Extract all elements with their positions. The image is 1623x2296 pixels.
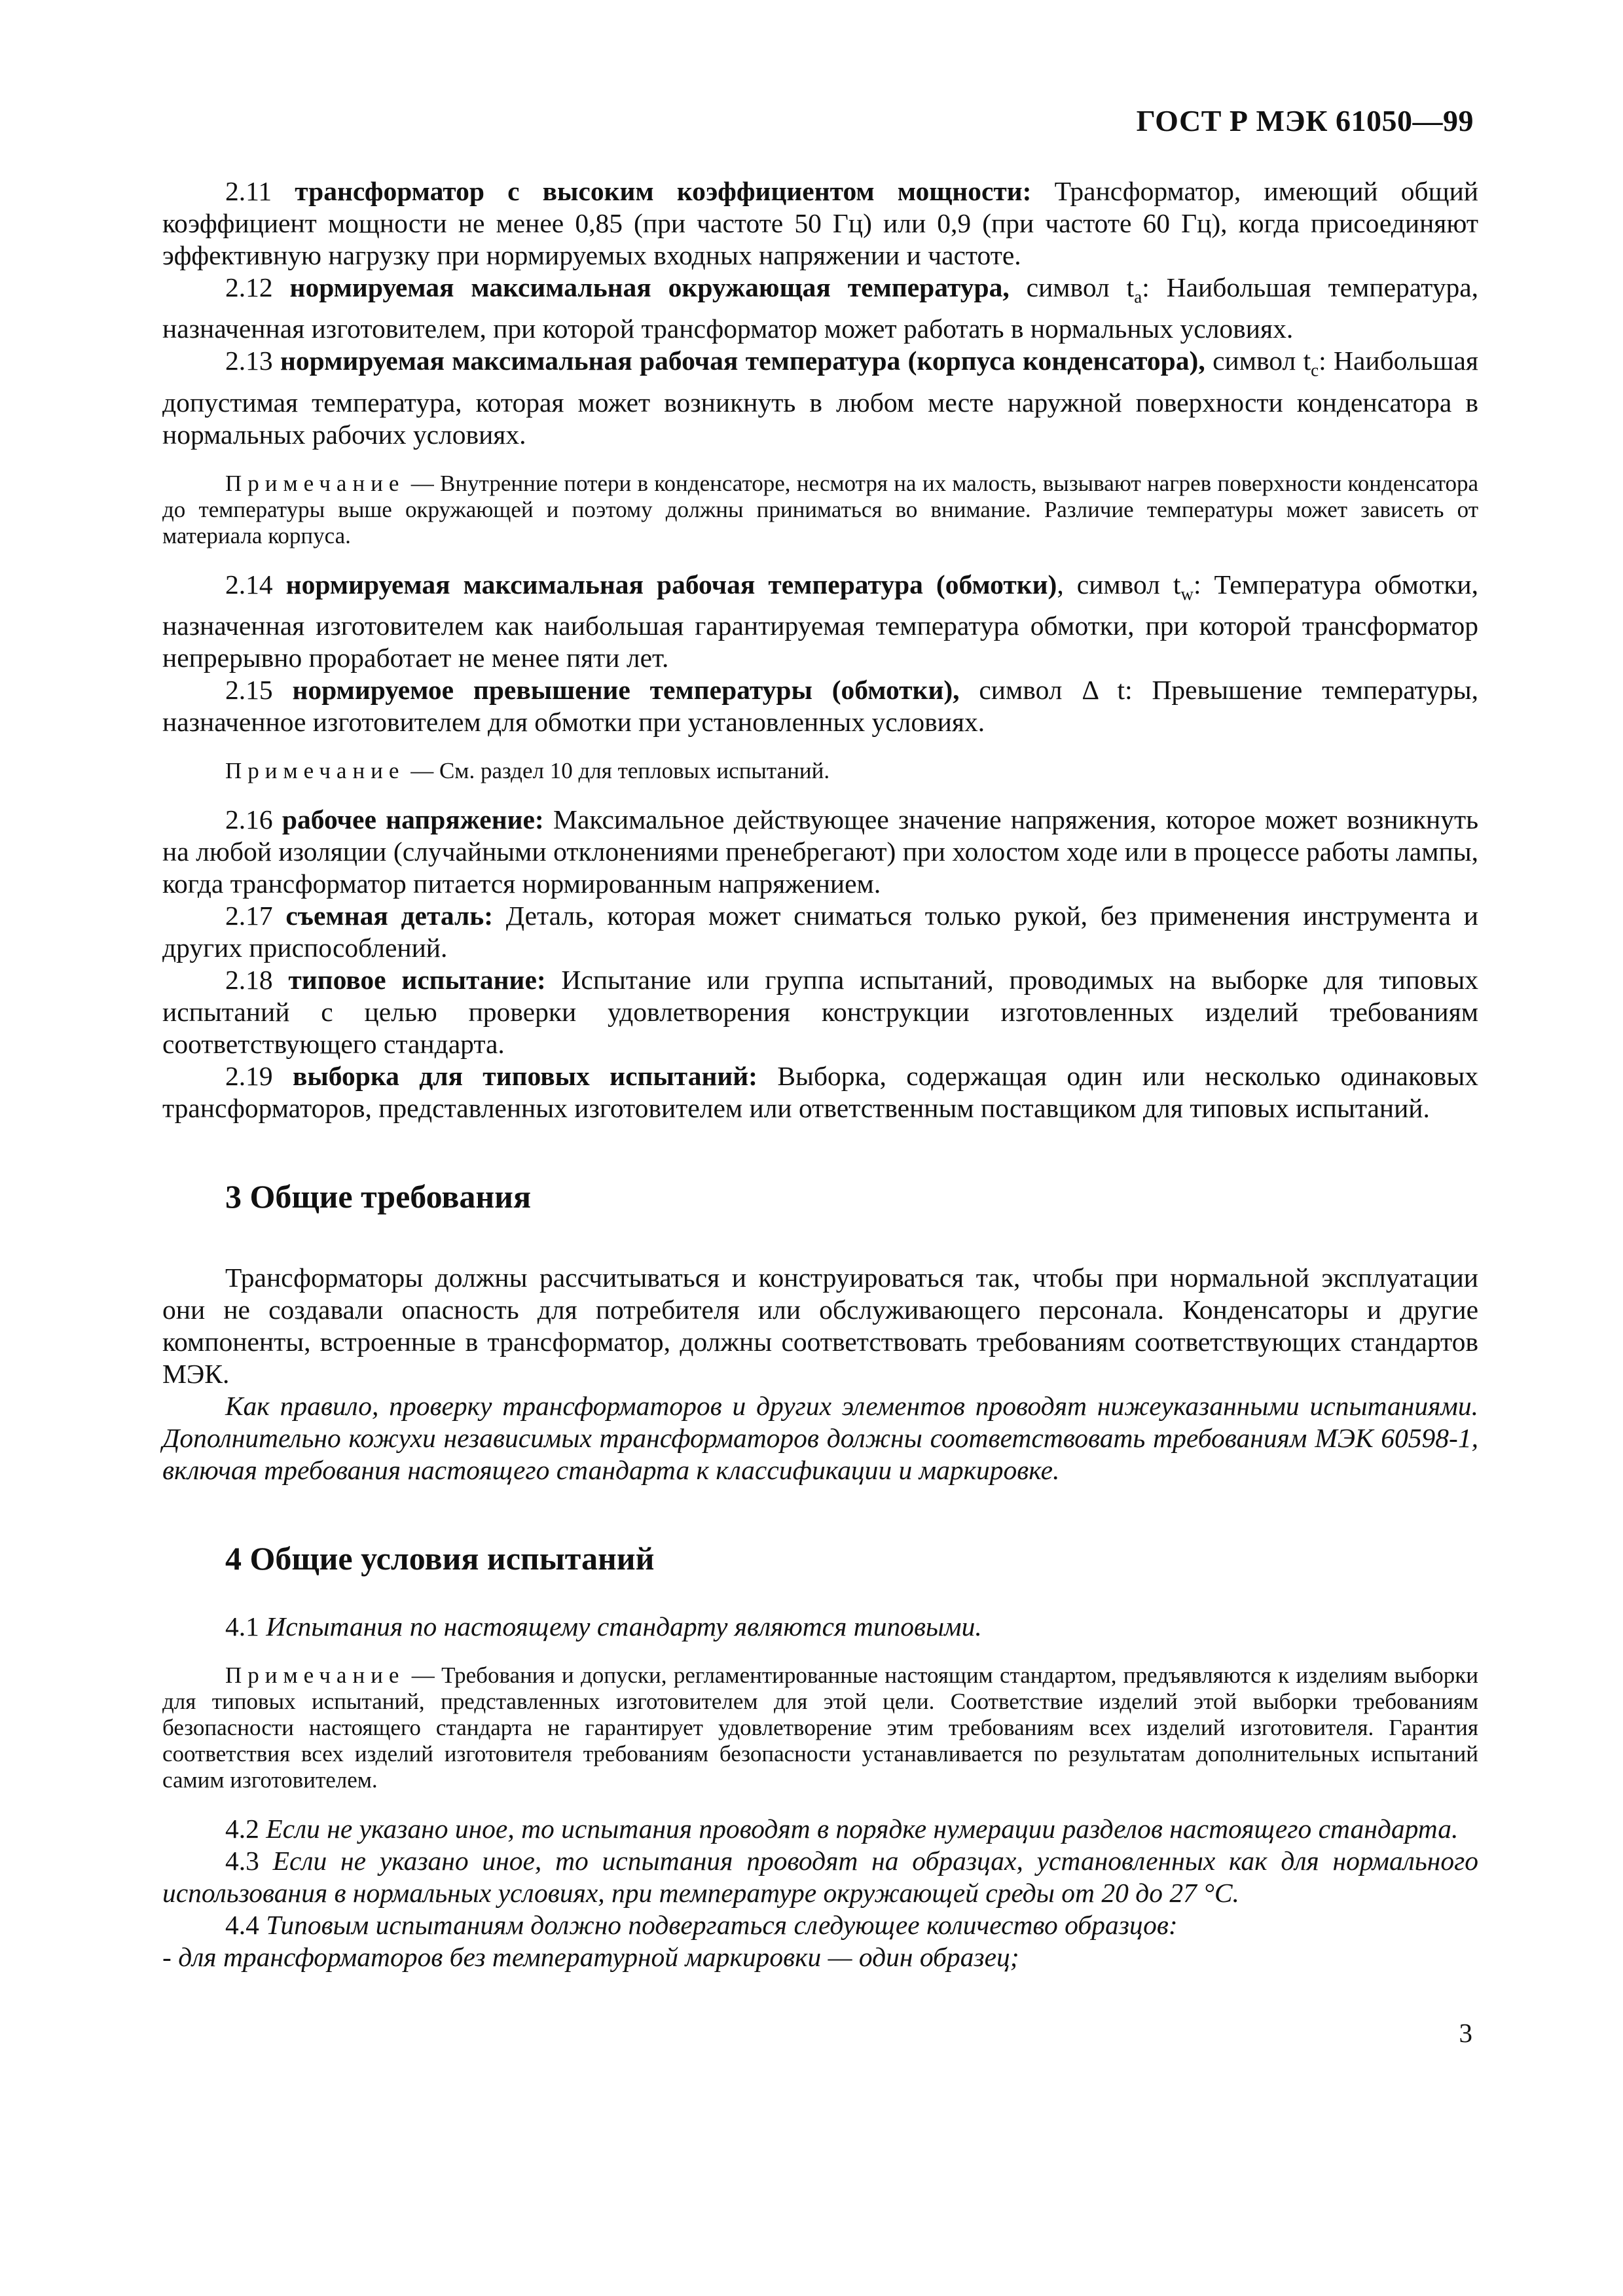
- page-number: 3: [1459, 2018, 1472, 2048]
- note-1: Примечание — Внутренние потери в конденсаторе, несмотря на их малость, вызывают нагрев поверхности конденсатора до температуры выше окружающей и поэтому должны приниматься во внимание. Различие температуры может зависеть от материала корпуса.: [162, 470, 1479, 548]
- section-4-heading: 4 Общие условия испытаний: [225, 1539, 655, 1577]
- clause-4-2: 4.2 Если не указано иное, то испытания проводят в порядке нумерации разделов настоящего стандарта.: [225, 1813, 1459, 1844]
- clause-4-1: 4.1 Испытания по настоящему стандарту являются типовыми.: [225, 1611, 982, 1641]
- document-code: ГОСТ Р МЭК 61050—99: [1136, 104, 1474, 137]
- item-2-11: 2.11 трансформатор с высоким коэффициентом мощности: Трансформатор, имеющий общий коэффициент мощности не менее 0,85 (при частоте 50 Гц) или 0,9 (при частоте 60 Гц), когда присоединяют эффективную нагрузку при нормируемых входных напряжении и частоте.: [162, 176, 1478, 270]
- item-2-16: 2.16 рабочее напряжение: Максимальное действующее значение напряжения, которое может возникнуть на любой изоляции (случайными отклонениями пренебрегают) при холостом ходе или в процессе работы лампы, когда трансформатор питается нормированным напряжением.: [162, 804, 1479, 899]
- clause-4-4-item: - для трансформаторов без температурной маркировки — один образец;: [162, 1941, 1019, 1972]
- item-2-14: 2.14 нормируемая максимальная рабочая температура (обмотки), символ $t_w$: Температура обмотки, назначенная изготовителем как наибольшая гарантируемая температура обмотки, при которой трансформатор непрерывно проработает не менее пяти лет.: [162, 569, 1479, 673]
- item-2-17: 2.17 съемная деталь: Деталь, которая может сниматься только рукой, без применения инструмента и других приспособлений.: [162, 900, 1478, 963]
- item-2-15: 2.15 нормируемое превышение температуры (обмотки), символ Δ t: Превышение температуры, назначенное изготовителем для обмотки при установленных условиях.: [162, 674, 1479, 737]
- clause-4-4: 4.4 Типовым испытаниям должно подвергаться следующее количество образцов:: [225, 1909, 1178, 1940]
- item-2-19: 2.19 выборка для типовых испытаний: Выборка, содержащая один или несколько одинаковых трансформаторов, представленных изготовителем или ответственным поставщиком для типовых испытаний.: [162, 1060, 1479, 1123]
- clause-4-3: 4.3 Если не указано иное, то испытания проводят на образцах, установленных как для нормального использования в нормальных условиях, при температуре окружающей среды от 20 до 27 °С.: [162, 1845, 1479, 1908]
- note-3: Примечание — Требования и допуски, регламентированные настоящим стандартом, предъявляются к изделиям выборки для типовых испытаний, представленных изготовителем для этой цели. Соответствие изделий этой выборки требованиям безопасности настоящего стандарта не гарантирует удовлетворение этим требованиям всех изделий изготовителя. Гарантия соответствия всех изделий изготовителя требованиям безопасности устанавливается по результатам дополнительных испытаний самим изготовителем.: [162, 1662, 1479, 1793]
- section-3-italic-paragraph: Как правило, проверку трансформаторов и других элементов проводят нижеуказанными испытаниями. Дополнительно кожухи независимых трансформаторов должны соответствовать требованиям МЭК 60598-1, включая требования настоящего стандарта к классификации и маркировке.: [162, 1390, 1478, 1485]
- section-3-paragraph: Трансформаторы должны рассчитываться и конструироваться так, чтобы при нормальной эксплуатации они не создавали опасность для потребителя или обслуживающего персонала. Конденсаторы и другие компоненты, встроенные в трансформатор, должны соответствовать требованиям соответствующих стандартов МЭК.: [162, 1262, 1478, 1389]
- item-2-12: 2.12 нормируемая максимальная окружающая температура, символ $t_a$: Наибольшая температура, назначенная изготовителем, при которой трансформатор может работать в нормальных условиях.: [162, 272, 1479, 344]
- note-2: Примечание — См. раздел 10 для тепловых испытаний.: [225, 757, 830, 783]
- item-2-13: 2.13 нормируемая максимальная рабочая температура (корпуса конденсатора), символ $t_c$: Наибольшая допустимая температура, которая может возникнуть в любом месте наружной поверхности конденсатора в нормальных рабочих условиях.: [162, 346, 1478, 450]
- item-2-18: 2.18 типовое испытание: Испытание или группа испытаний, проводимых на выборке для типовых испытаний с целью проверки удовлетворения конструкции изготовленных изделий требованиям соответствующего стандарта.: [162, 964, 1478, 1059]
- page-body: [162, 175, 1478, 1973]
- section-3-heading: 3 Общие требования: [225, 1177, 532, 1215]
